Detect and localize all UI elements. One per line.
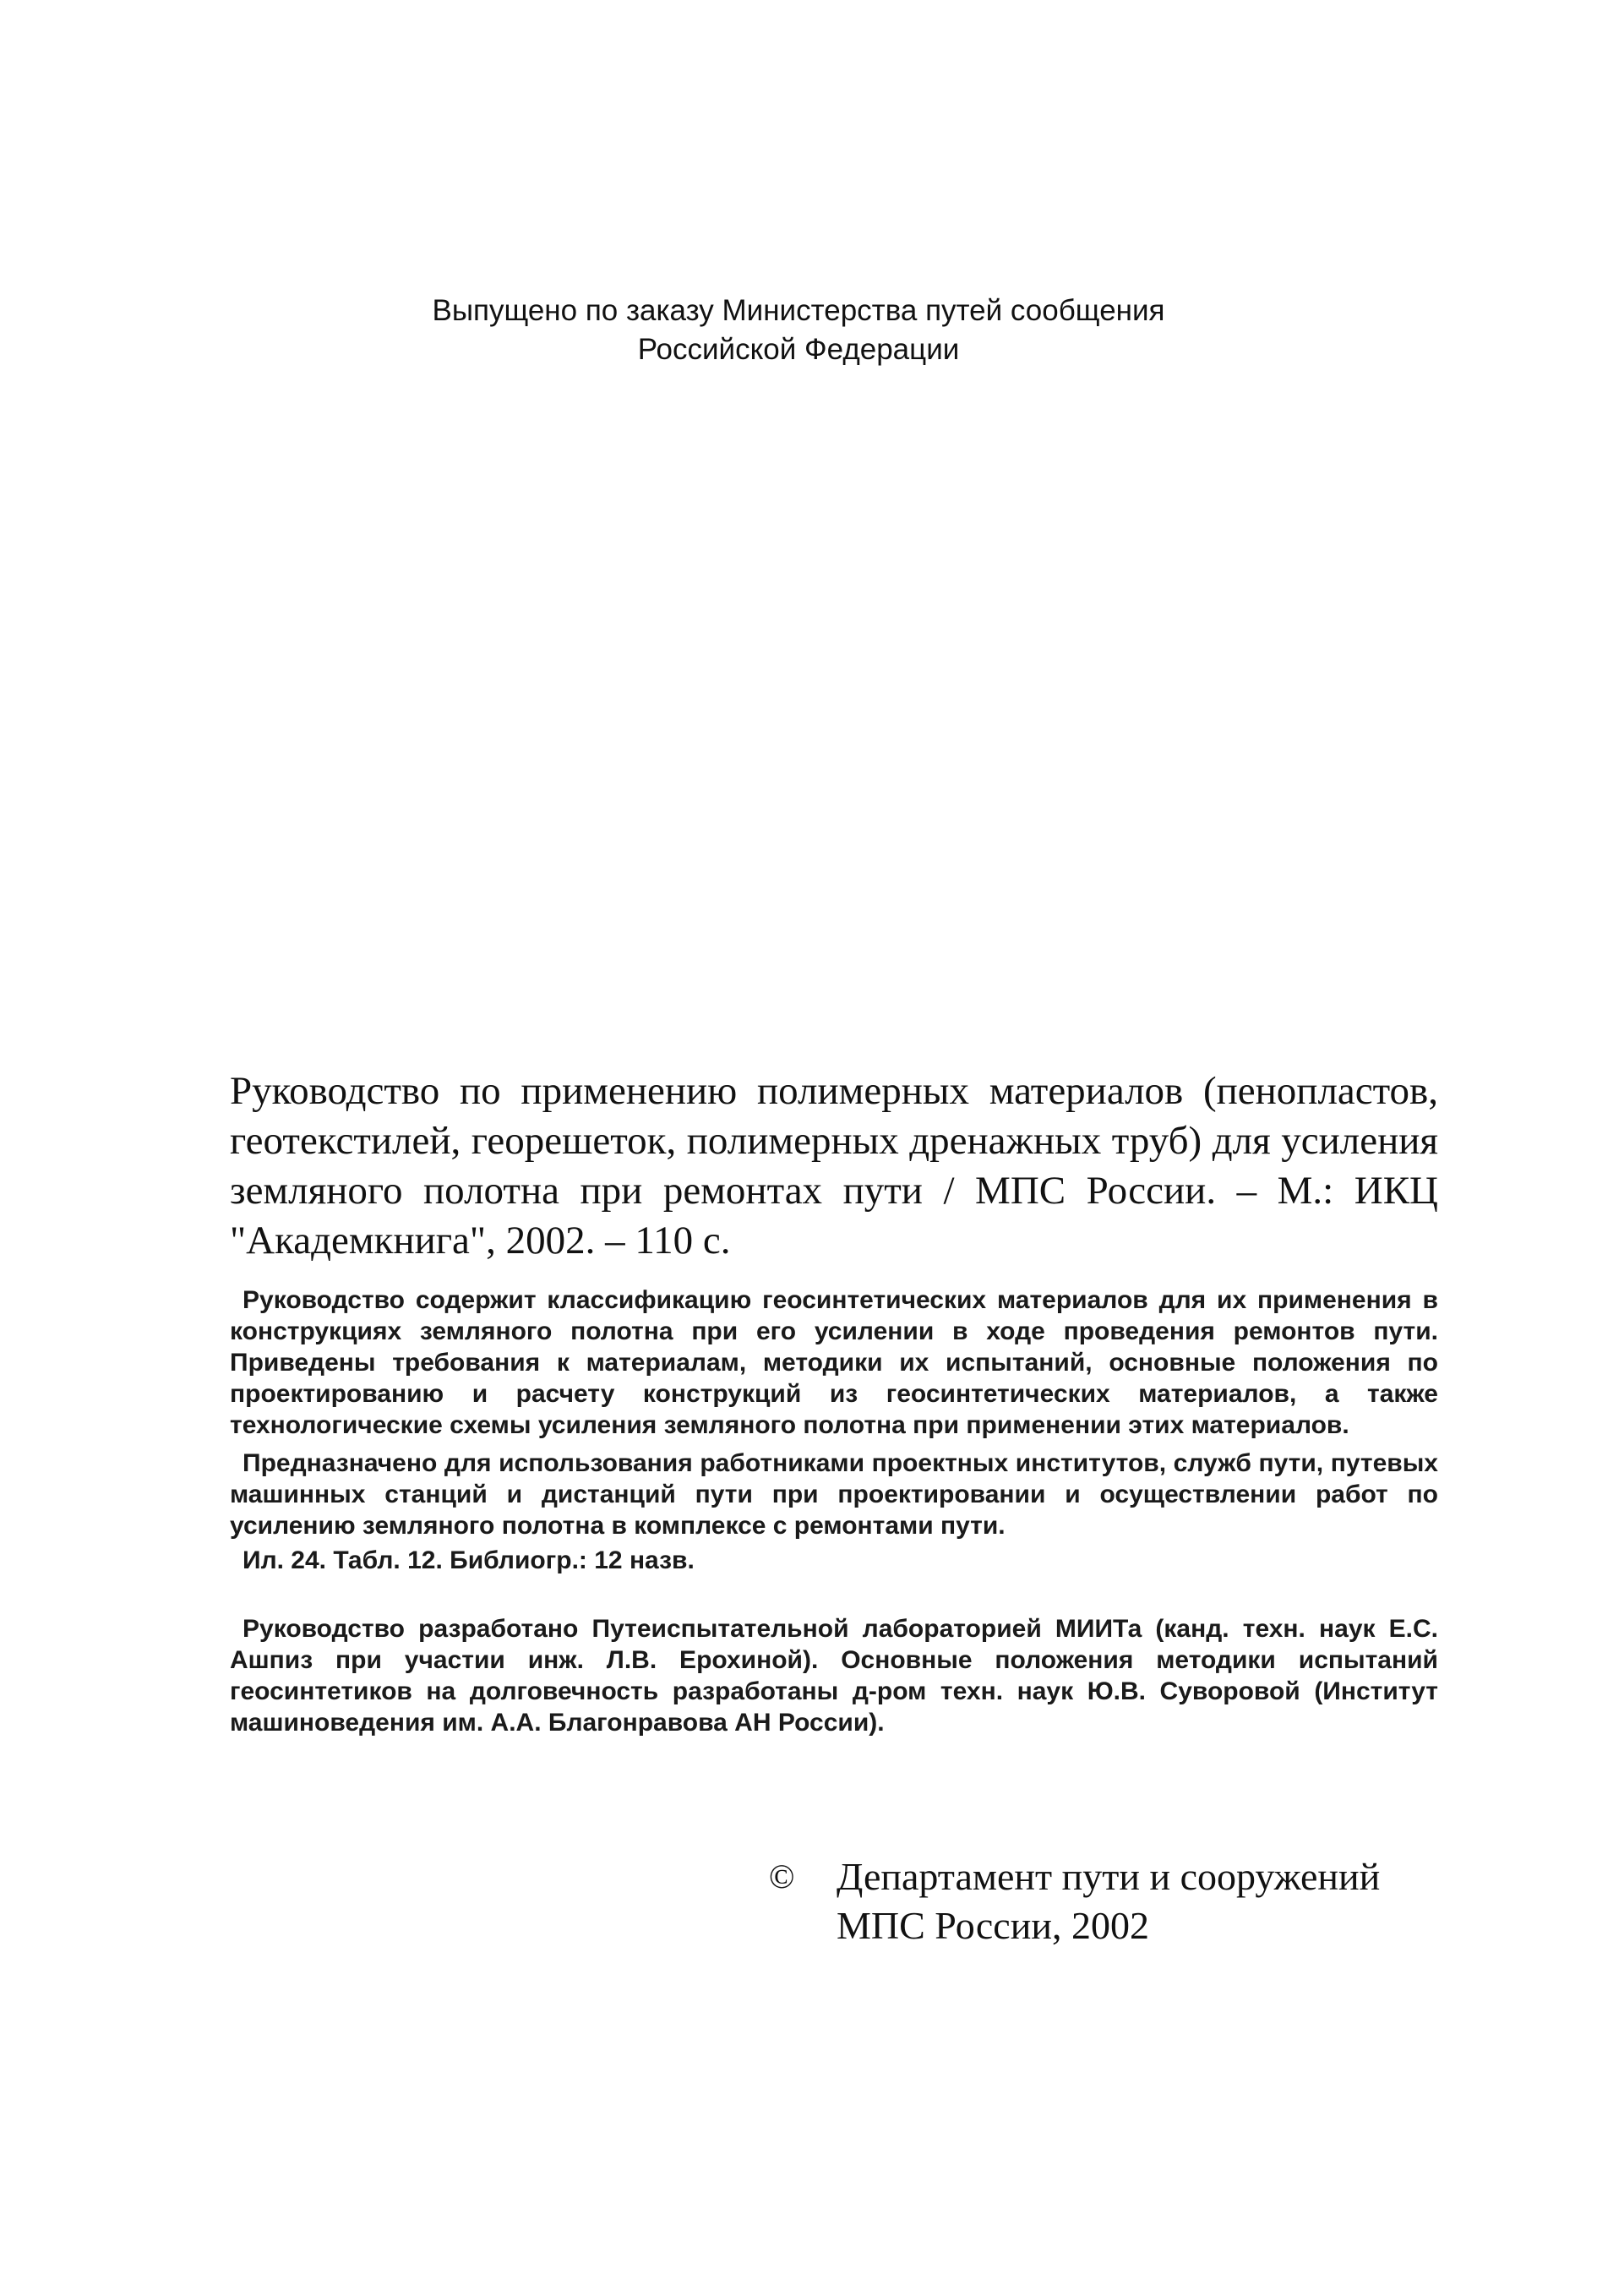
credits-paragraph: Руководство разработано Путеиспытательной лабораторией МИИТа (канд. техн. наук Е.С. Ашпиз при участии инж. Л.В. Ерохиной). Основные положения методики испытаний геосинтетиков на долговечность разработаны д-ром техн. наук Ю.В. Суворовой (Институт машиноведения им. А.А. Благонравова АН России). [230,1615,1438,1737]
bibliographic-citation: Руководство по применению полимерных материалов (пенопластов, геотекстилей, георешеток, полимерных дренажных труб) для усиления земляного полотна при ремонтах пути / МПС России. – М.: ИКЦ "Академкнига", 2002. – 110 с. [230,1069,1438,1263]
sponsor-line-2: Российской Федерации [637,333,960,366]
copyright-line-1: Департамент пути и сооружений [837,1855,1381,1898]
bibliographic-block [230,1066,1438,1738]
abstract [230,1284,1438,1738]
abstract-paragraph-2: Предназначено для использования работниками проектных институтов, служб пути, путевых машинных станций и дистанций пути при проектировании и осуществлении работ по усилению земляного полотна в комплексе с ремонтами пути. [230,1449,1438,1540]
abstract-paragraph-1: Руководство содержит классификацию геосинтетических материалов для их применения в конструкциях земляного полотна при его усилении в ходе проведения ремонтов пути. Приведены требования к материалам, методики их испытаний, основные положения по проектированию и расчету конструкций из геосинтетических материалов, а также технологические схемы усиления земляного полотна при применении этих материалов. [230,1286,1438,1439]
illustrations-note: Ил. 24. Табл. 12. Библиогр.: 12 назв. [243,1546,695,1574]
copyright-line-2: МПС России, 2002 [837,1904,1149,1947]
sponsor-line-1: Выпущено по заказу Министерства путей сообщения [432,294,1165,327]
copyright-symbol: © [769,1857,795,1895]
sponsor-note [0,292,1597,369]
copyright-notice [769,1852,1380,1950]
